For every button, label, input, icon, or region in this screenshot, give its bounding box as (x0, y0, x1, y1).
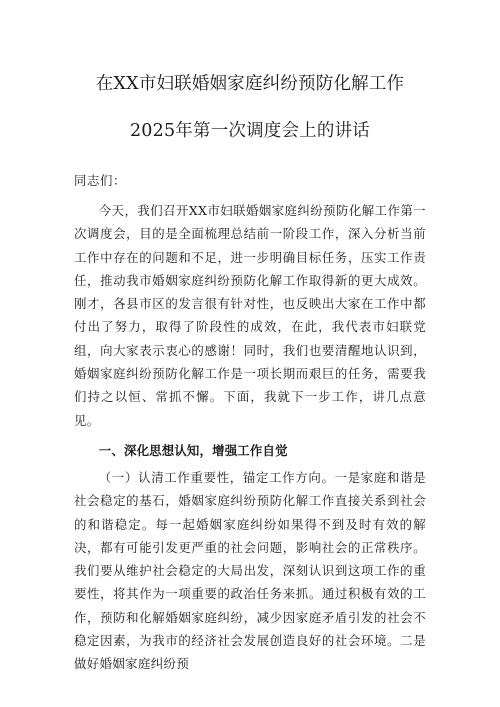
opening-paragraph: 今天，我们召开XX市妇联婚姻家庭纠纷预防化解工作第一次调度会，目的是全面梳理总结前一阶段工作，深入分析当前工作中存在的问题和不足，进一步明确目标任务，压实工作责任，推动我市婚姻家庭纠纷预防化解工作取得新的更大成效。刚才，各县市区的发言很有针对性，也反映出大家在工作中都付出了努力，取得了阶段性的成效，在此，我代表市妇联党组，向大家表示衷心的感谢！同时，我们也要清醒地认识到，婚姻家庭纠纷预防化解工作是一项长期而艰巨的任务，需要我们持之以恒、常抓不懈。下面，我就下一步工作，讲几点意见。 (74, 203, 426, 428)
section-paragraph: （一）认清工作重要性，锚定工作方向。一是家庭和谐是社会稳定的基石，婚姻家庭纠纷预防化解工作直接关系到社会的和谐稳定。每一起婚姻家庭纠纷如果得不到及时有效的解决，都有可能引发更严重的社会问题，影响社会的正常秩序。我们要从维护社会稳定的大局出发，深刻认识到这项工作的重要性，将其作为一项重要的政治任务来抓。通过积极有效的工作，预防和化解婚姻家庭纠纷，减少因家庭矛盾引发的社会不稳定因素，为我市的经济社会发展创造良好的社会环境。二是做好婚姻家庭纠纷预 (74, 469, 426, 672)
section-heading: 一、深化思想认知，增强工作自觉 (98, 442, 288, 458)
document-title-line-2: 2025年第一次调度会上的讲话 (129, 121, 371, 141)
document-title-line-1: 在XX市妇联婚姻家庭纠纷预防化解工作 (95, 74, 405, 94)
salutation: 同志们： (74, 173, 126, 188)
